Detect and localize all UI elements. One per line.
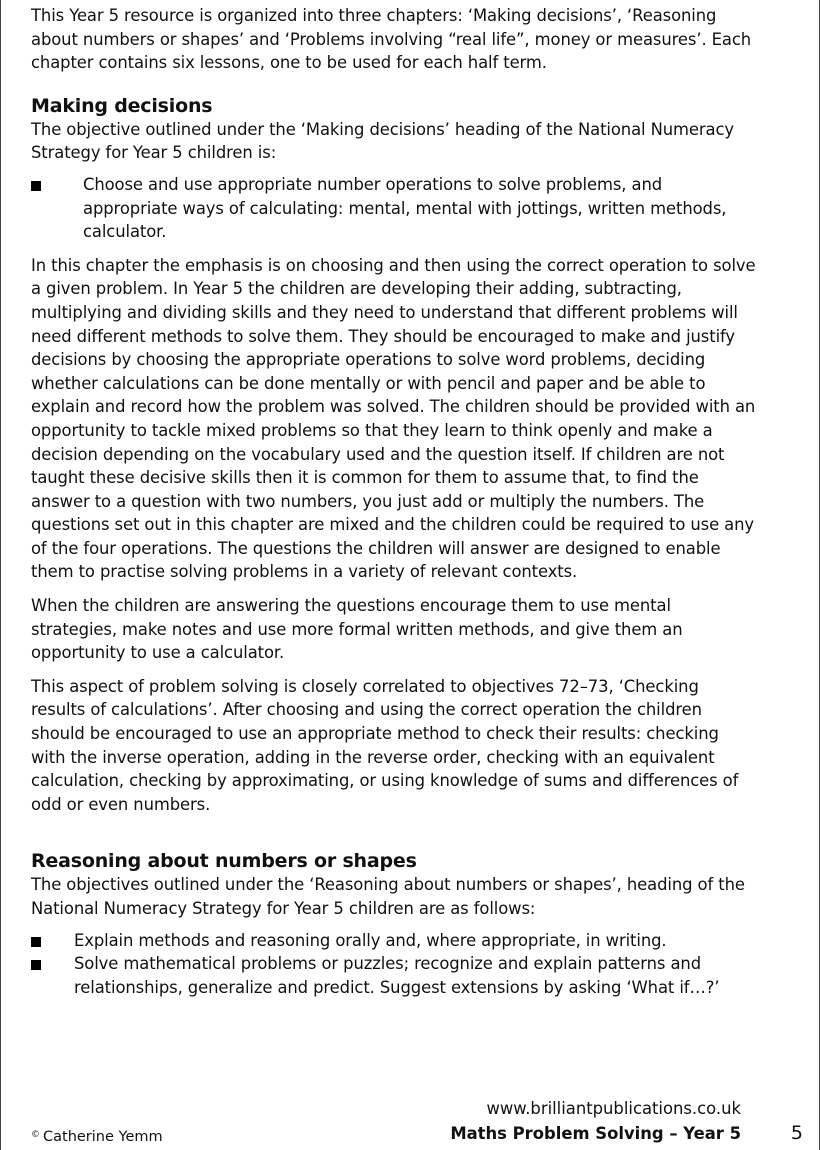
making-decisions-lead: The objective outlined under the ‘Making decisions’ heading of the National Numeracy Strategy for Year 5 children is: [31,119,734,163]
reasoning-bullets [31,929,757,1000]
intro-paragraph: This Year 5 resource is organized into three chapters: ‘Making decisions’, ‘Reasoning about numbers or shapes’ and ‘Problems involving “real life”, money or measures’. Each chapter contains six lessons, one to be used for each half term. [31,6,752,73]
bullet-text: Choose and use appropriate number operations to solve problems, and appropriate ways of calculating: mental, mental with jottings, written methods, calculator. [83,174,727,242]
publisher-url[interactable]: www.brilliantpublications.co.uk [486,1099,741,1118]
heading-making-decisions: Making decisions [31,94,213,117]
bullet-item [31,952,757,999]
bullet-item [31,929,757,953]
body-paragraph: In this chapter the emphasis is on choosing and then using the correct operation to solve a given problem. In Year 5 the children are developing their adding, subtracting, multiplying and dividing skills and they need to understand that different problems will need different methods to solve them. They should be encouraged to make and justify decisions by choosing the appropriate operations to solve word problems, deciding whether calculations can be done mentally or with pencil and paper and be able to explain and record how the problem was solved. The children should be provided with an opportunity to tackle mixed problems so that they learn to think openly and make a decision depending on the vocabulary used and the question itself. If children are not taught these decisive skills then it is common for them to assume that, to find the answer to a question with two numbers, you just add or multiply the numbers. The questions set out in this chapter are mixed and the children could be required to use any of the four operations. The questions the children will answer are designed to enable them to practise solving problems in a variety of relevant contexts. [31,255,756,582]
bullet-item [31,173,757,244]
copyright-icon: © [31,1130,40,1140]
bullet-text: Explain methods and reasoning orally and, where appropriate, in writing. [74,930,667,950]
author-name: Catherine Yemm [43,1129,163,1145]
body-paragraph: When the children are answering the questions encourage them to use mental strategies, make notes and use more formal written methods, and give them an opportunity to use a calculator. [31,596,683,663]
section-making-decisions [31,94,757,817]
page-body [31,4,757,999]
body-paragraph: This aspect of problem solving is closely correlated to objectives 72–73, ‘Checking results of calculations’. After choosing and using the correct operation the children should be encouraged to use an appropriate method to check their results: checking with the inverse operation, adding in the reverse order, checking with an equivalent calculation, checking by approximating, or using knowledge of sums and differences of odd or even numbers. [31,676,739,814]
square-bullet-icon [31,960,41,970]
page-number: 5 [790,1122,803,1144]
square-bullet-icon [31,937,41,947]
heading-reasoning: Reasoning about numbers or shapes [31,850,417,873]
copyright-notice [31,1125,163,1147]
square-bullet-icon [31,181,41,191]
section-reasoning [31,849,757,999]
making-decisions-bullets [31,173,757,244]
book-title: Maths Problem Solving – Year 5 [450,1124,741,1143]
reasoning-lead: The objectives outlined under the ‘Reasoning about numbers or shapes’, heading of the National Numeracy Strategy for Year 5 children are as follows: [31,875,745,918]
bullet-text: Solve mathematical problems or puzzles; recognize and explain patterns and relationships, generalize and predict. Suggest extensions by asking ‘What if…?’ [74,954,720,997]
